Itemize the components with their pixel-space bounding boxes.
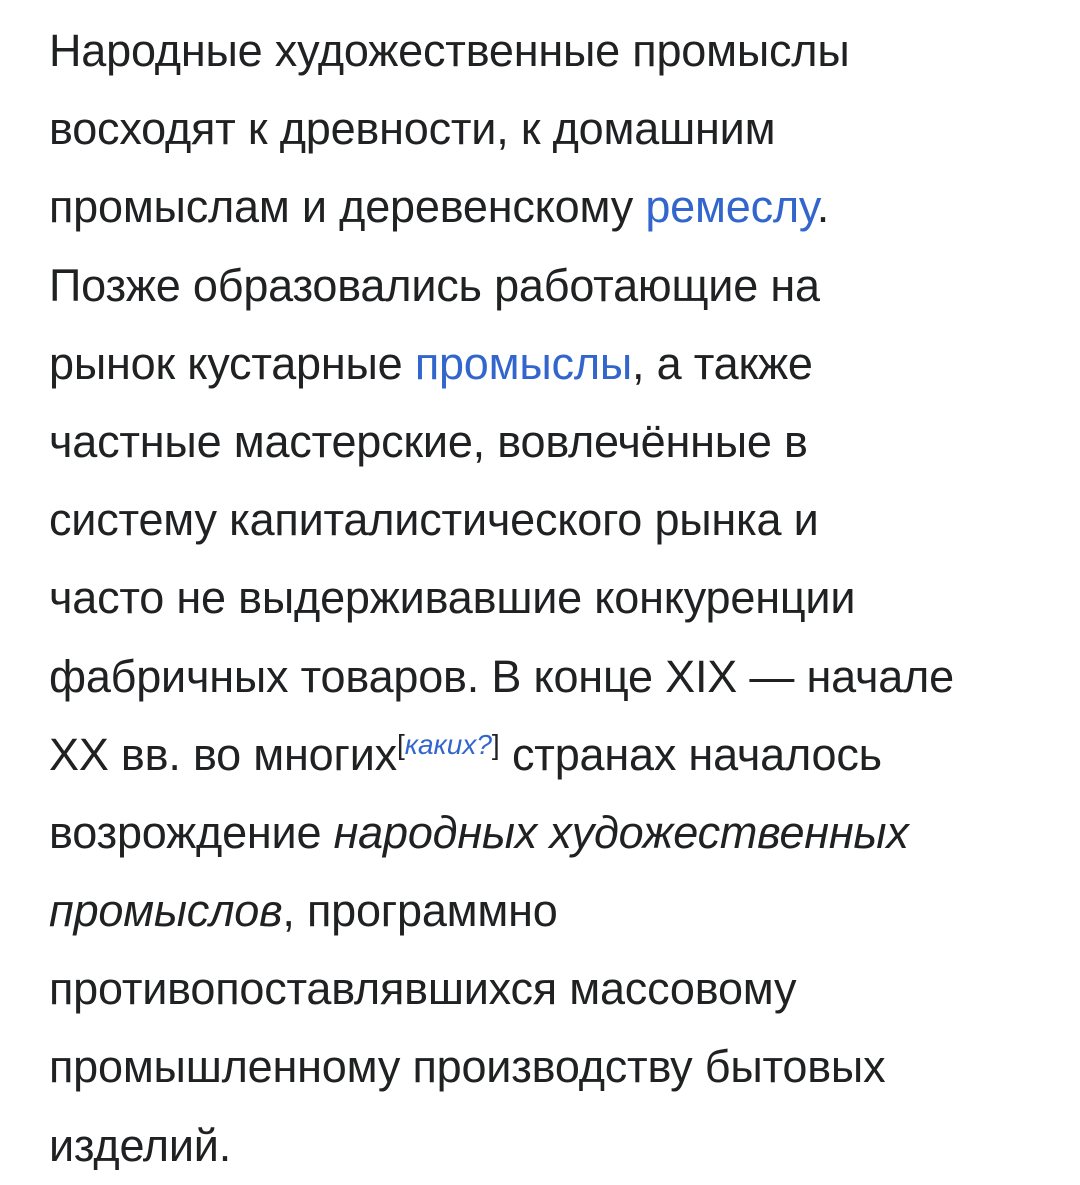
article-paragraph — [49, 12, 1049, 1185]
paragraph-text: промыслам и деревенскому — [49, 181, 646, 233]
paragraph-line: изделий. — [49, 1119, 232, 1171]
paragraph-text: странах началось — [499, 728, 882, 780]
paragraph-line: фабричных товаров. В конце XIX — начале — [49, 650, 954, 702]
italic-term: народных художественных — [333, 806, 909, 858]
paragraph-line: промышленному производству бытовых — [49, 1041, 886, 1093]
paragraph-line: систему капиталистического рынка и — [49, 494, 819, 546]
paragraph-line: частные мастерские, вовлечённые в — [49, 415, 808, 467]
italic-term: промыслов — [49, 885, 283, 937]
note-bracket-close: ] — [491, 728, 500, 760]
paragraph-line — [49, 325, 1049, 403]
paragraph-line: восходят к древности, к домашним — [49, 103, 776, 155]
paragraph-text: возрождение — [49, 806, 334, 858]
link-promysly[interactable]: промыслы — [414, 337, 633, 389]
paragraph-line — [49, 716, 1049, 794]
paragraph-line: Народные художественные промыслы — [49, 25, 850, 76]
note-bracket-open: [ — [396, 728, 405, 760]
paragraph-text: , программно — [282, 885, 558, 937]
paragraph-text: . — [816, 181, 830, 233]
citation-needed-note — [397, 729, 500, 760]
paragraph-line: Позже образовались работающие на — [49, 259, 820, 311]
paragraph-line: противопоставлявшихся массовому — [49, 963, 797, 1015]
paragraph-line — [49, 168, 1049, 246]
link-remeslu[interactable]: ремеслу — [645, 181, 817, 233]
citation-needed-link[interactable]: каких? — [404, 728, 492, 760]
paragraph-line: часто не выдерживавшие конкуренции — [49, 572, 856, 624]
paragraph-text: , а также — [632, 337, 813, 389]
paragraph-line — [49, 872, 1049, 950]
paragraph-line — [49, 794, 1049, 872]
paragraph-text: рынок кустарные — [49, 337, 415, 389]
paragraph-text: XX вв. во многих — [49, 728, 397, 780]
